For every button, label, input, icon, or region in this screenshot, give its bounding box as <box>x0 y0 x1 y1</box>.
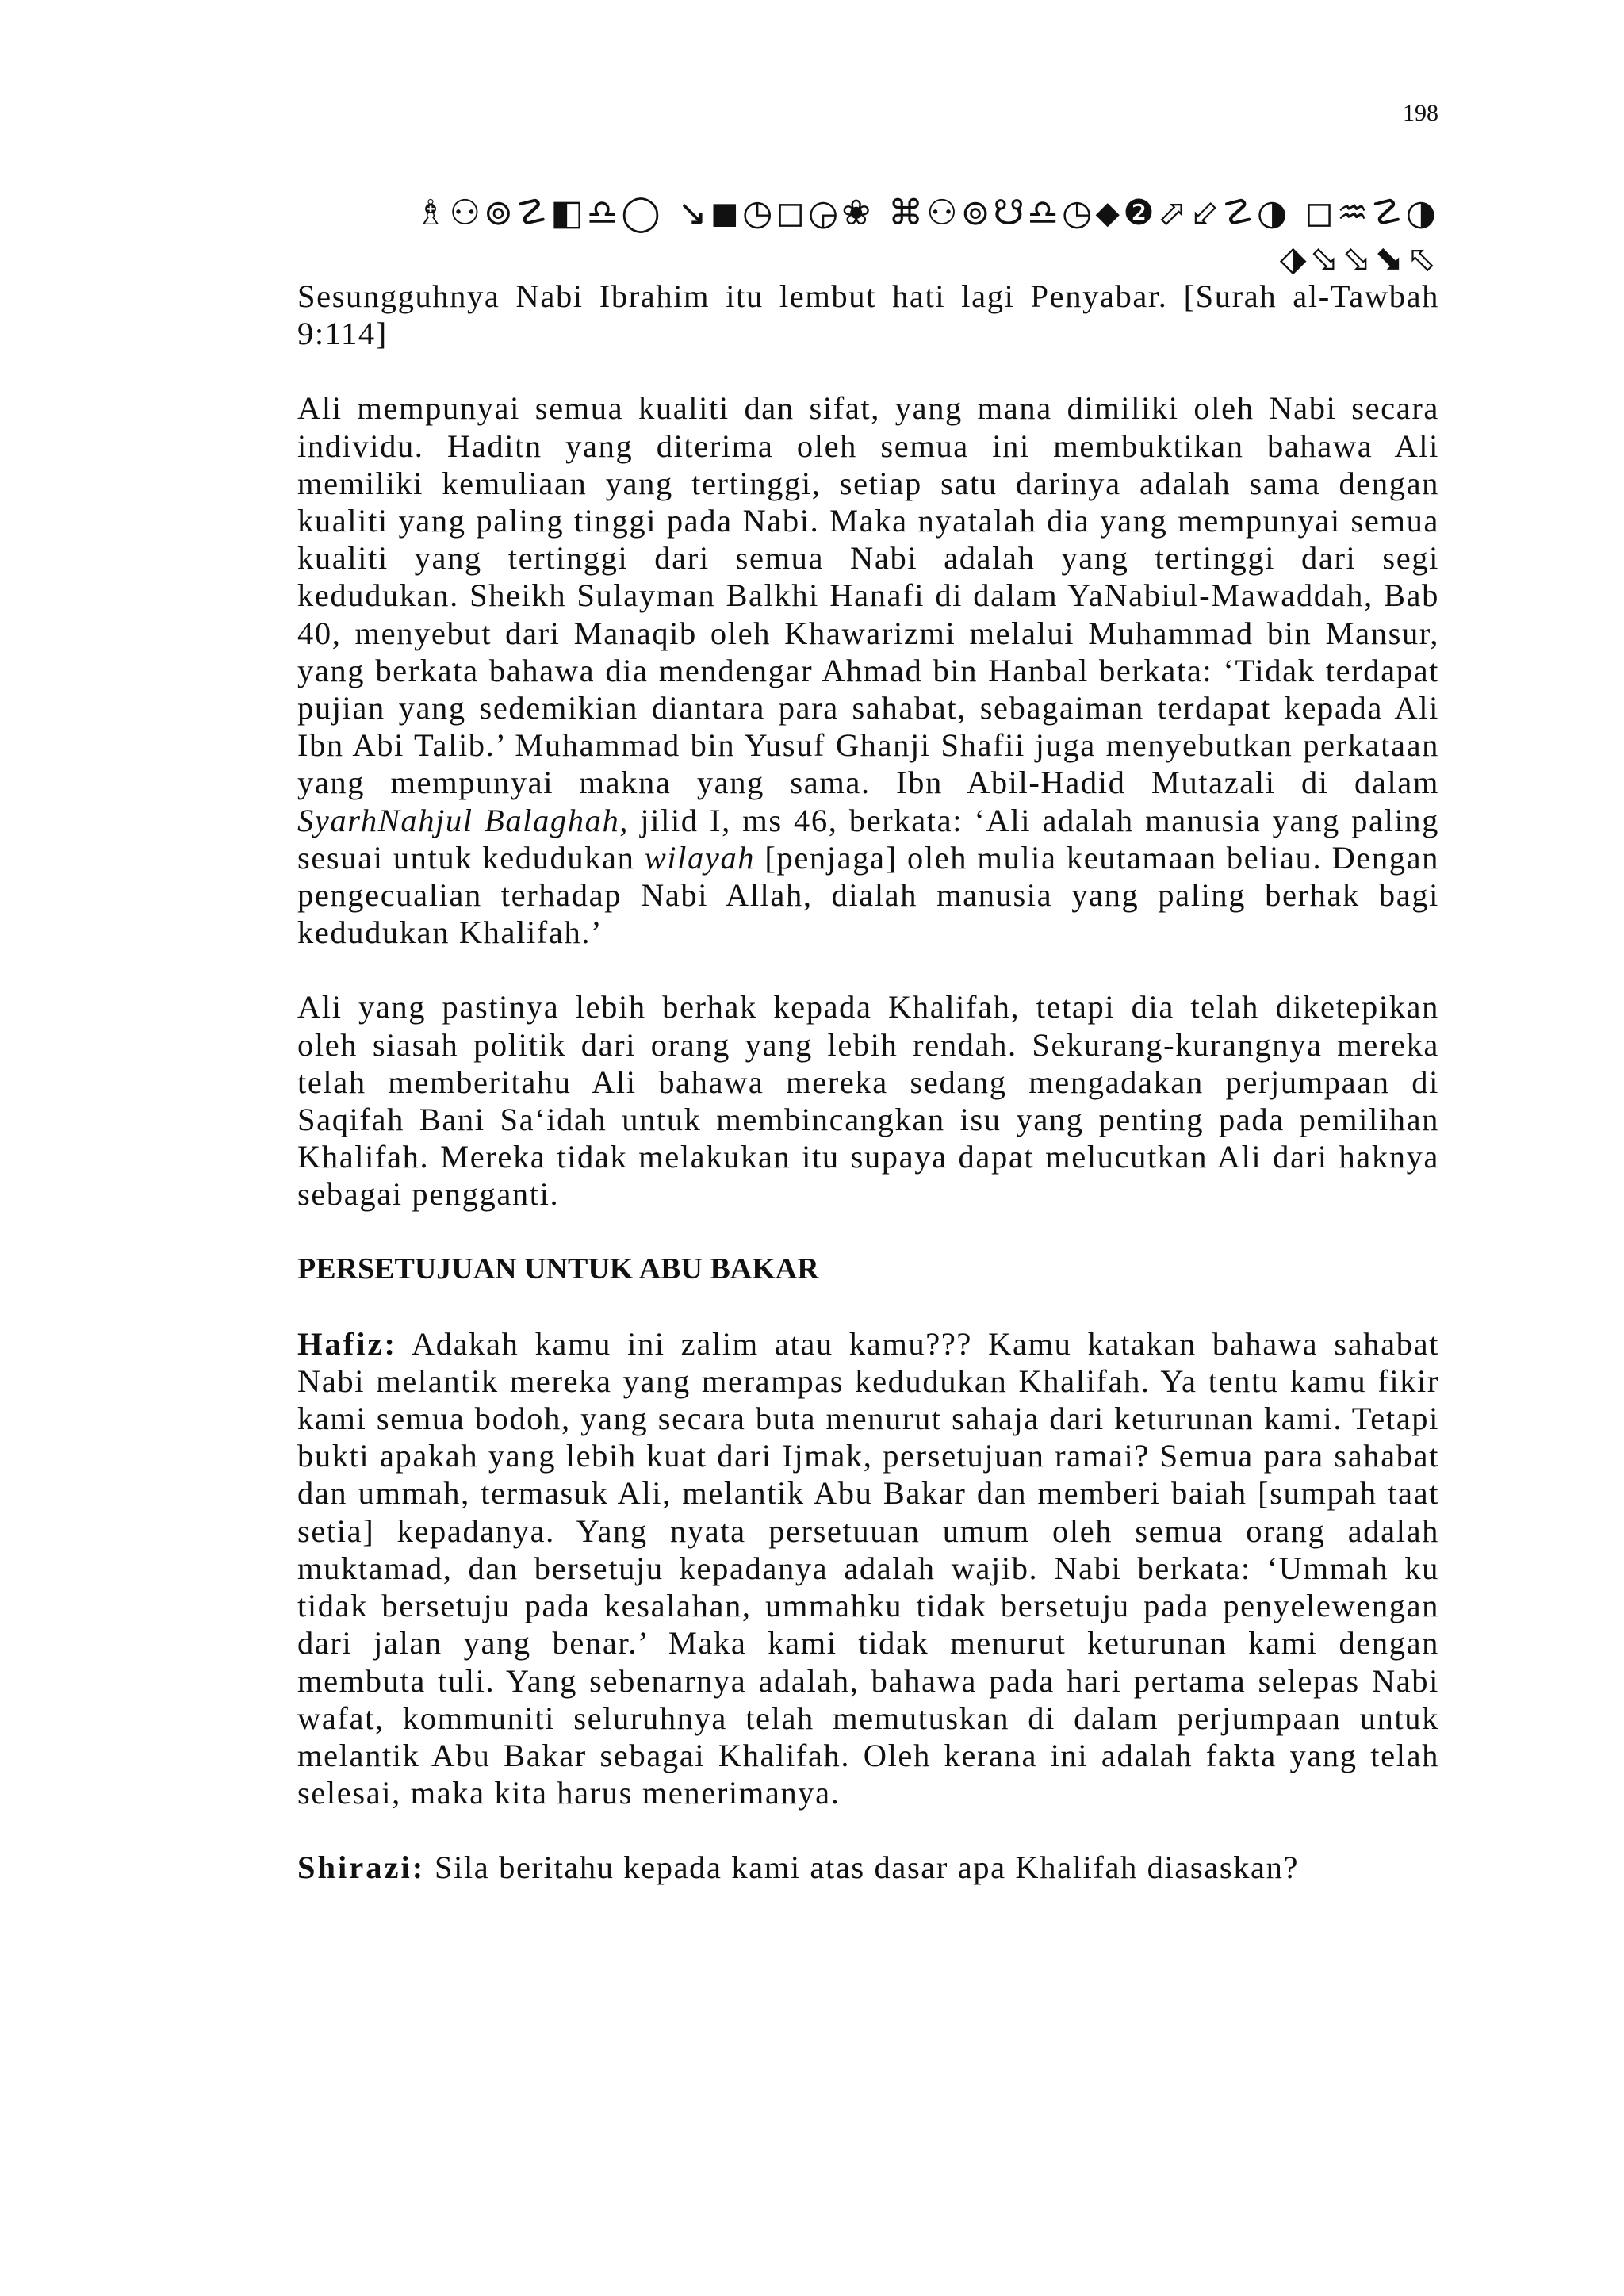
speaker-label: Hafiz: <box>297 1325 397 1362</box>
arabic-verse <box>297 190 1439 282</box>
arabic-verse-line-2: ⬗⬂⬂⬊⬁ <box>1279 239 1439 279</box>
page-content <box>297 278 1439 1924</box>
dialogue-hafiz <box>297 1325 1439 1812</box>
section-heading: PERSETUJUAN UNTUK ABU BAKAR <box>297 1251 819 1286</box>
arabic-verse-line-1: ♗⚇⊚☡◧♎◯ ↘◼◷◻◶❀ ⌘⚇⊚☋♎◷⬥❷⬀⬃☡◑ ◻♒☡◑ <box>415 193 1439 233</box>
paragraph-khalifah-right: Ali yang pastinya lebih berhak kepada Khalifah, tetapi dia telah diketepikan oleh siasah politik dari orang yang lebih rendah. Sekurang-kurangnya mereka telah memberitahu Ali bahawa mereka sedang mengadakan perjumpaan di Saqifah Bani Sa‘idah untuk membincangkan isu yang penting pada pemilihan Khalifah. Mereka tidak melakukan itu supaya dapat melucutkan Ali dari haknya sebagai pengganti. <box>297 989 1439 1213</box>
dialogue-shirazi <box>297 1849 1439 1886</box>
paragraph-text: Ali mempunyai semua kualiti dan sifat, yang mana dimiliki oleh Nabi secara individu. Haditn yang diterima oleh semua ini membuktikan bahawa Ali memiliki kemuliaan yang tertinggi, setiap satu darinya adalah sama dengan kualiti yang paling tinggi pada Nabi. Maka nyatalah dia yang mempunyai semua kualiti yang tertinggi dari semua Nabi adalah yang tertinggi dari segi kedudukan. Sheikh Sulayman Balkhi Hanafi di dalam YaNabiul-Mawaddah, Bab 40, menyebut dari Manaqib oleh Khawarizmi melalui Muhammad bin Mansur, yang berkata bahawa dia mendengar Ahmad bin Hanbal berkata: ‘Tidak terdapat pujian yang sedemikian diantara para sahabat, sebagaiman terdapat kepada Ali Ibn Abi Talib.’ Muhammad bin Yusuf Ghanji Shafii juga menyebutkan perkataan yang mempunyai makna yang sama. Ibn Abil-Hadid Mutazali di dalam <box>297 390 1439 801</box>
verse-translation: Sesungguhnya Nabi Ibrahim itu lembut hati lagi Penyabar. [Surah al-Tawbah 9:114] <box>297 278 1439 352</box>
paragraph-text: , jilid I, ms 46, berkata: ‘Ali adalah manusia yang paling sesuai untuk kedudukan <box>297 802 1439 876</box>
speaker-label: Shirazi: <box>297 1849 426 1886</box>
dialogue-text: Adakah kamu ini zalim atau kamu??? Kamu katakan bahawa sahabat Nabi melantik mereka yang merampas kedudukan Khalifah. Ya tentu kamu fikir kami semua bodoh, yang secara buta menurut sahaja dari keturunan kami. Tetapi bukti apakah yang lebih kuat dari Ijmak, persetujuan ramai? Semua para sahabat dan ummah, termasuk Ali, melantik Abu Bakar dan memberi baiah [sumpah taat setia] kepadanya. Yang nyata persetuuan umum oleh semua orang adalah muktamad, dan bersetuju kepadanya adalah wajib. Nabi berkata: ‘Ummah ku tidak bersetuju pada kesalahan, ummahku tidak bersetuju pada penyelewengan dari jalan yang benar.’ Maka kami tidak menurut keturunan kami dengan membuta tuli. Yang sebenarnya adalah, bahawa pada hari pertama selepas Nabi wafat, kommuniti seluruhnya telah memutuskan di dalam perjumpaan untuk melantik Abu Bakar sebagai Khalifah. Oleh kerana ini adalah fakta yang telah selesai, maka kita harus menerimanya. <box>297 1325 1439 1811</box>
italic-term: wilayah <box>644 839 756 876</box>
page-number: 198 <box>1403 100 1438 126</box>
paragraph-text: [penjaga] oleh mulia keutamaan beliau. Dengan pengecualian terhadap Nabi Allah, dialah manusia yang paling berhak bagi kedudukan Khalifah.’ <box>297 839 1439 951</box>
dialogue-text: Sila beritahu kepada kami atas dasar apa Khalifah diasaskan? <box>425 1849 1300 1886</box>
book-title: SyarhNahjul Balaghah <box>297 802 620 838</box>
paragraph-ali-qualities <box>297 389 1439 951</box>
